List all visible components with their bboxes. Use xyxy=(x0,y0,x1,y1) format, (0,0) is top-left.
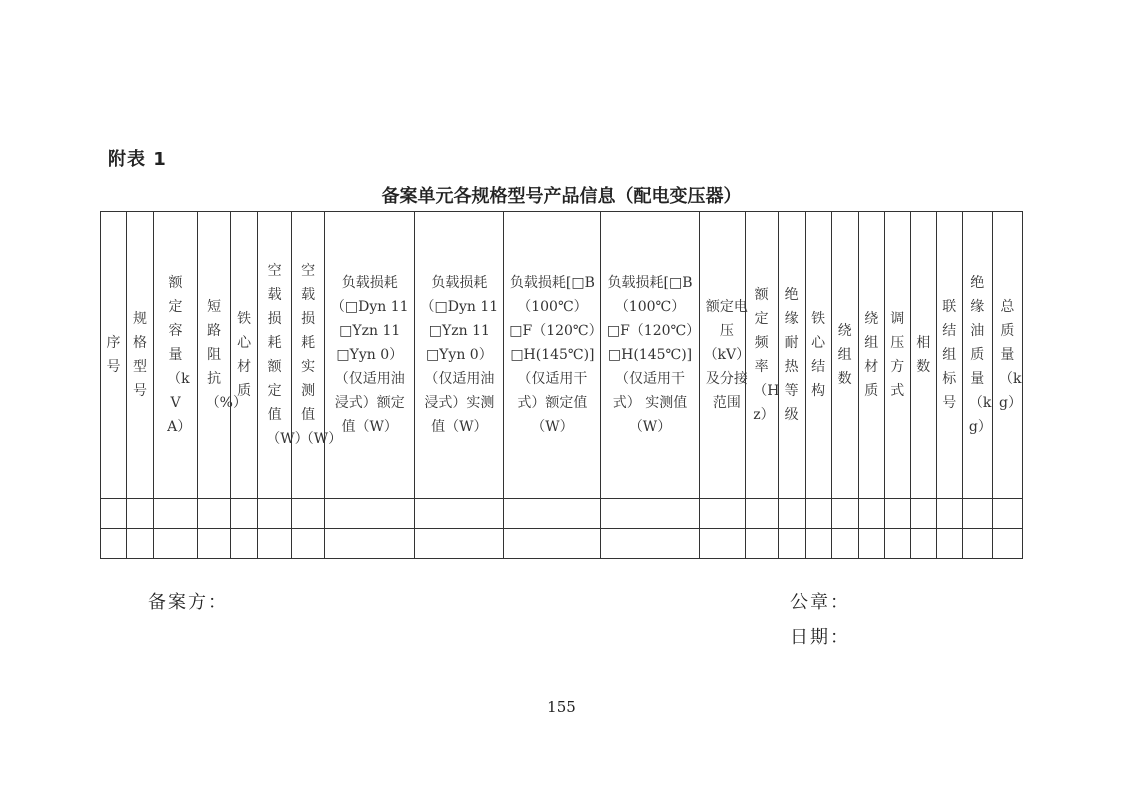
table-cell[interactable] xyxy=(154,499,198,529)
filer-label: 备案方： xyxy=(148,592,228,613)
column-header xyxy=(258,212,309,499)
column-header-label: 绝缘耐热等级 xyxy=(784,287,799,423)
table-cell[interactable] xyxy=(101,499,127,529)
table-cell[interactable] xyxy=(778,499,805,529)
table-cell[interactable] xyxy=(415,529,504,559)
date-label: 日期： xyxy=(790,627,850,648)
column-header-label: 额定容量（kVA） xyxy=(167,275,192,435)
column-header-label: 负载损耗[□B（100℃）□F（120℃）□H(145℃)]（仅适用干式） 实测值（W） xyxy=(606,275,694,435)
column-header xyxy=(831,212,858,499)
table-cell[interactable] xyxy=(292,499,325,529)
table-cell[interactable] xyxy=(699,499,745,529)
column-header xyxy=(292,212,343,499)
table-cell[interactable] xyxy=(992,529,1022,559)
table-cell[interactable] xyxy=(231,499,258,529)
table-cell[interactable] xyxy=(325,529,415,559)
table-row xyxy=(101,529,1023,559)
table-cell[interactable] xyxy=(325,499,415,529)
table-cell[interactable] xyxy=(101,529,127,559)
table-cell[interactable] xyxy=(699,529,745,559)
table-cell[interactable] xyxy=(778,529,805,559)
table-cell[interactable] xyxy=(858,499,884,529)
column-header-label: 负载损耗（□Dyn 11 □Yzn 11 □Yyn 0）（仅适用油浸式）额定值（W） xyxy=(330,275,409,435)
table-cell[interactable] xyxy=(415,499,504,529)
column-header xyxy=(884,212,910,499)
seal-label: 公章： xyxy=(790,592,850,613)
table-cell[interactable] xyxy=(884,499,910,529)
column-header-label: 空载损耗实测值（W） xyxy=(299,263,343,447)
column-header xyxy=(858,212,884,499)
column-header-label: 空载损耗额定值（W） xyxy=(266,263,309,447)
column-header-label: 额定频率（Hz） xyxy=(753,287,780,423)
table-cell[interactable] xyxy=(601,529,699,559)
column-header-label: 调压方式 xyxy=(890,311,905,399)
table-row xyxy=(101,499,1023,529)
column-header xyxy=(992,212,1022,499)
table-cell[interactable] xyxy=(258,529,292,559)
table-cell[interactable] xyxy=(504,499,601,529)
product-spec-table xyxy=(100,211,1023,559)
column-header-label: 相数 xyxy=(916,335,931,375)
table-cell[interactable] xyxy=(962,499,992,529)
column-header xyxy=(699,212,751,499)
column-header xyxy=(805,212,831,499)
table-cell[interactable] xyxy=(805,499,831,529)
table-cell[interactable] xyxy=(198,529,231,559)
column-header-label: 序号 xyxy=(106,335,121,375)
column-header xyxy=(778,212,805,499)
column-header-label: 铁心材质 xyxy=(237,311,252,399)
appendix-label: 附表 1 xyxy=(108,149,167,170)
table-cell[interactable] xyxy=(745,529,778,559)
table-header-row xyxy=(101,212,1023,499)
table-cell[interactable] xyxy=(936,529,962,559)
column-header xyxy=(962,212,992,499)
table-cell[interactable] xyxy=(127,499,154,529)
table-cell[interactable] xyxy=(231,529,258,559)
table-cell[interactable] xyxy=(910,499,936,529)
table-cell[interactable] xyxy=(745,499,778,529)
column-header xyxy=(601,212,699,499)
table-cell[interactable] xyxy=(198,499,231,529)
column-header-label: 绝缘油质量（kg） xyxy=(968,275,992,435)
column-header xyxy=(101,212,127,499)
table-cell[interactable] xyxy=(831,529,858,559)
table-cell[interactable] xyxy=(858,529,884,559)
table-cell[interactable] xyxy=(154,529,198,559)
column-header xyxy=(415,212,504,499)
page-number: 155 xyxy=(547,698,576,716)
column-header-label: 短路阻抗（%） xyxy=(205,299,247,411)
column-header-label: 总质量（kg） xyxy=(998,299,1022,411)
table-cell[interactable] xyxy=(504,529,601,559)
column-header xyxy=(231,212,258,499)
table-cell[interactable] xyxy=(601,499,699,529)
column-header xyxy=(154,212,198,499)
table-title: 备案单元各规格型号产品信息（配电变压器） xyxy=(381,186,742,207)
column-header-label: 负载损耗[□B（100℃）□F（120℃）□H(145℃)]（仅适用干式）额定值（W） xyxy=(509,275,596,435)
table-cell[interactable] xyxy=(831,499,858,529)
column-header xyxy=(936,212,962,499)
column-header-label: 规格型号 xyxy=(133,311,148,399)
table-cell[interactable] xyxy=(292,529,325,559)
table-cell[interactable] xyxy=(884,529,910,559)
column-header-label: 联结组标号 xyxy=(942,299,957,411)
table-cell[interactable] xyxy=(936,499,962,529)
column-header xyxy=(127,212,154,499)
table-cell[interactable] xyxy=(992,499,1022,529)
table-cell[interactable] xyxy=(258,499,292,529)
table-cell[interactable] xyxy=(962,529,992,559)
column-header-label: 绕组材质 xyxy=(864,311,879,399)
column-header-label: 绕组数 xyxy=(837,323,852,387)
column-header xyxy=(325,212,415,499)
column-header xyxy=(910,212,936,499)
table-cell[interactable] xyxy=(127,529,154,559)
table-cell[interactable] xyxy=(910,529,936,559)
column-header-label: 铁心结构 xyxy=(811,311,826,399)
column-header xyxy=(504,212,601,499)
column-header-label: 额定电压（kV）及分接范围 xyxy=(703,299,751,411)
table-cell[interactable] xyxy=(805,529,831,559)
column-header-label: 负载损耗（□Dyn 11 □Yzn 11 □Yyn 0）（仅适用油浸式）实测值（W） xyxy=(420,275,499,435)
